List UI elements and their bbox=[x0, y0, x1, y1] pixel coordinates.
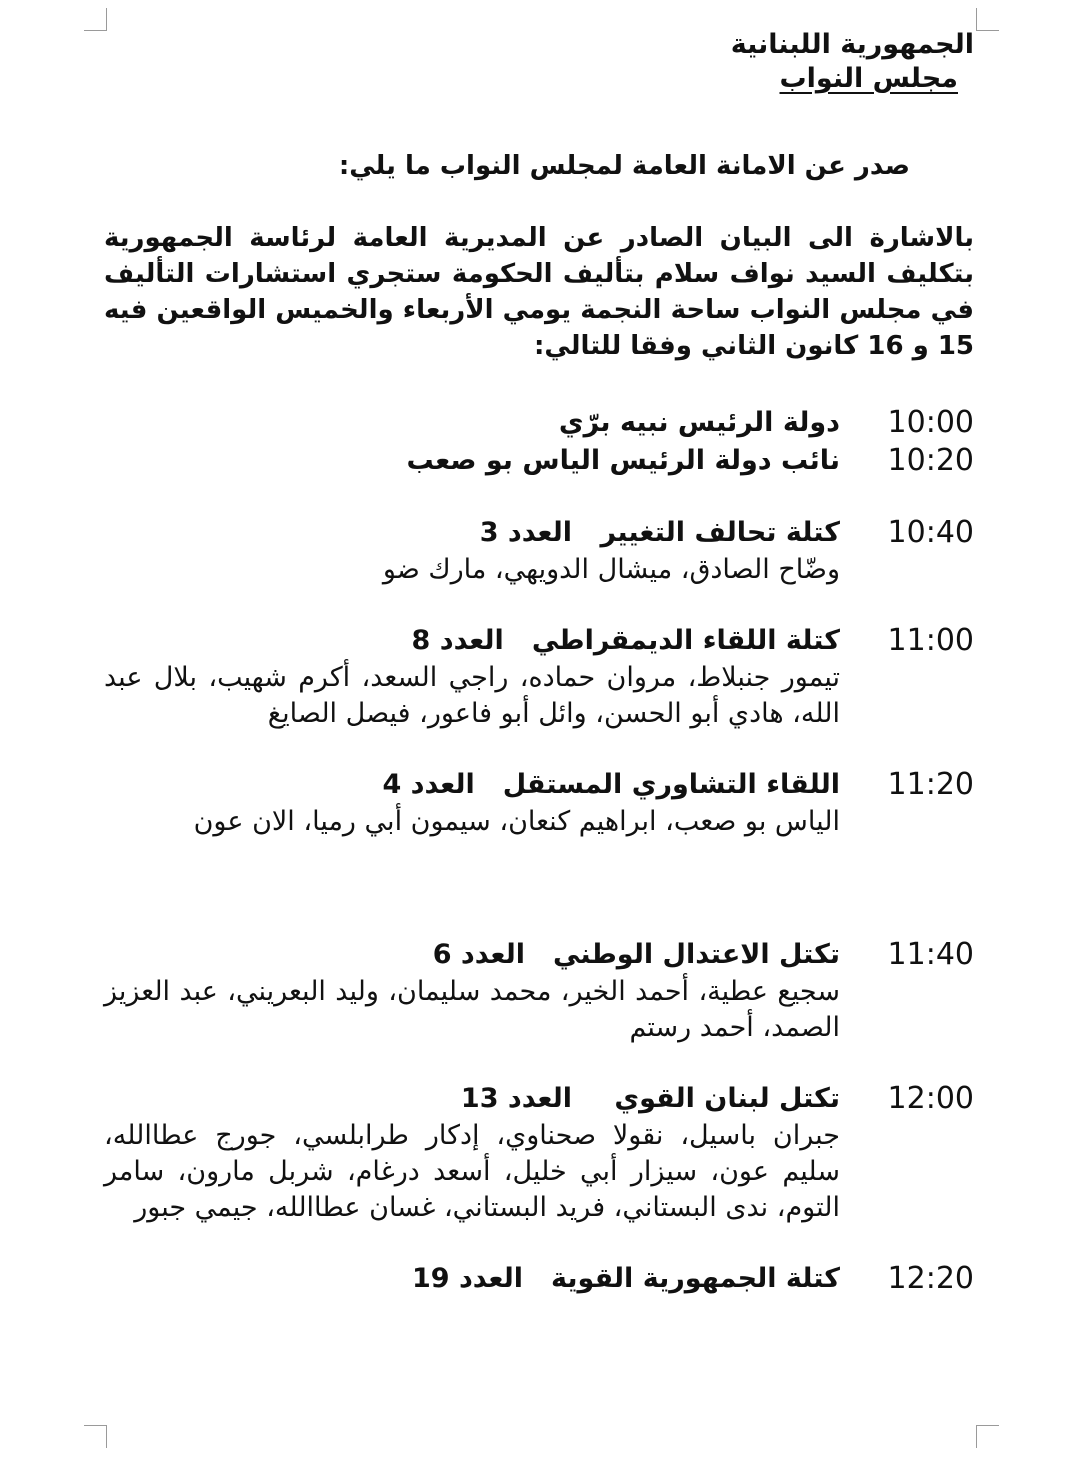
bloc-count: العدد 13 bbox=[460, 1083, 572, 1114]
slot-time: 10:20 bbox=[887, 443, 974, 478]
crop-mark-top-right bbox=[976, 8, 999, 31]
document-page bbox=[104, 28, 974, 1298]
bloc-name: كتلة الجمهورية القوية bbox=[551, 1263, 840, 1294]
bloc-count: العدد 6 bbox=[432, 939, 526, 970]
slot-title: نائب دولة الرئيس الياس بو صعب bbox=[406, 445, 840, 476]
schedule-row bbox=[104, 622, 974, 732]
bloc-count: العدد 4 bbox=[382, 769, 475, 800]
schedule-row bbox=[104, 404, 974, 442]
schedule-row bbox=[104, 766, 974, 840]
bloc-name: اللقاء التشاوري المستقل bbox=[502, 769, 840, 800]
slot-time: 12:00 bbox=[887, 1081, 974, 1116]
schedule-row bbox=[104, 1260, 974, 1298]
bloc-name: كتلة تحالف التغيير bbox=[600, 517, 840, 548]
crop-mark-bottom-left bbox=[84, 1425, 107, 1448]
bloc-count: العدد 3 bbox=[479, 517, 572, 548]
intro-statement: صدر عن الامانة العامة لمجلس النواب ما يلي: bbox=[338, 151, 910, 181]
bloc-count: العدد 19 bbox=[411, 1263, 524, 1294]
slot-time: 11:40 bbox=[887, 937, 974, 972]
header-parliament: مجلس النواب bbox=[779, 63, 958, 94]
slot-time: 11:20 bbox=[887, 767, 974, 802]
slot-time: 12:20 bbox=[887, 1261, 974, 1296]
bloc-name: كتلة اللقاء الديمقراطي bbox=[531, 625, 840, 656]
bloc-members: تيمور جنبلاط، مروان حماده، راجي السعد، أكرم شهيب، بلال عبد الله، هادي أبو الحسن، وائل أبو فاعور، فيصل الصايغ bbox=[104, 662, 840, 729]
schedule-row bbox=[104, 442, 974, 480]
bloc-members: الياس بو صعب، ابراهيم كنعان، سيمون أبي رميا، الان عون bbox=[193, 806, 840, 837]
header-republic: الجمهورية اللبنانية bbox=[730, 29, 974, 60]
bloc-count: العدد 8 bbox=[411, 625, 504, 656]
slot-time: 11:00 bbox=[887, 623, 974, 658]
bloc-members: وضّاح الصادق، ميشال الدويهي، مارك ضو bbox=[382, 554, 840, 585]
bloc-name: تكتل لبنان القوي bbox=[614, 1083, 840, 1114]
slot-time: 10:00 bbox=[887, 405, 974, 440]
slot-title: دولة الرئيس نبيه برّي bbox=[558, 407, 840, 438]
announcement-paragraph: بالاشارة الى البيان الصادر عن المديرية العامة لرئاسة الجمهورية بتكليف السيد نواف سلام بتأليف الحكومة ستجري استشارات التأليف في مجلس النواب ساحة النجمة يومي الأربعاء والخميس الواقعين فيه 15 و 16 كانون الثاني وفقا للتالي: bbox=[104, 223, 974, 361]
crop-mark-bottom-right bbox=[976, 1425, 999, 1448]
schedule-row bbox=[104, 514, 974, 588]
slot-time: 10:40 bbox=[887, 515, 974, 550]
bloc-name: تكتل الاعتدال الوطني bbox=[553, 939, 840, 970]
schedule-row bbox=[104, 936, 974, 1046]
schedule-row bbox=[104, 1080, 974, 1226]
bloc-members: جبران باسيل، نقولا صحناوي، إدكار طرابلسي، جورج عطاالله، سليم عون، سيزار أبي خليل، أسعد درغام، شربل مارون، سامر التوم، ندى البستاني، فريد البستاني، غسان عطاالله، جيمي جبور bbox=[104, 1120, 840, 1223]
bloc-members: سجيع عطية، أحمد الخير، محمد سليمان، وليد البعريني، عبد العزيز الصمد، أحمد رستم bbox=[104, 976, 840, 1043]
consultation-schedule bbox=[104, 404, 974, 1298]
